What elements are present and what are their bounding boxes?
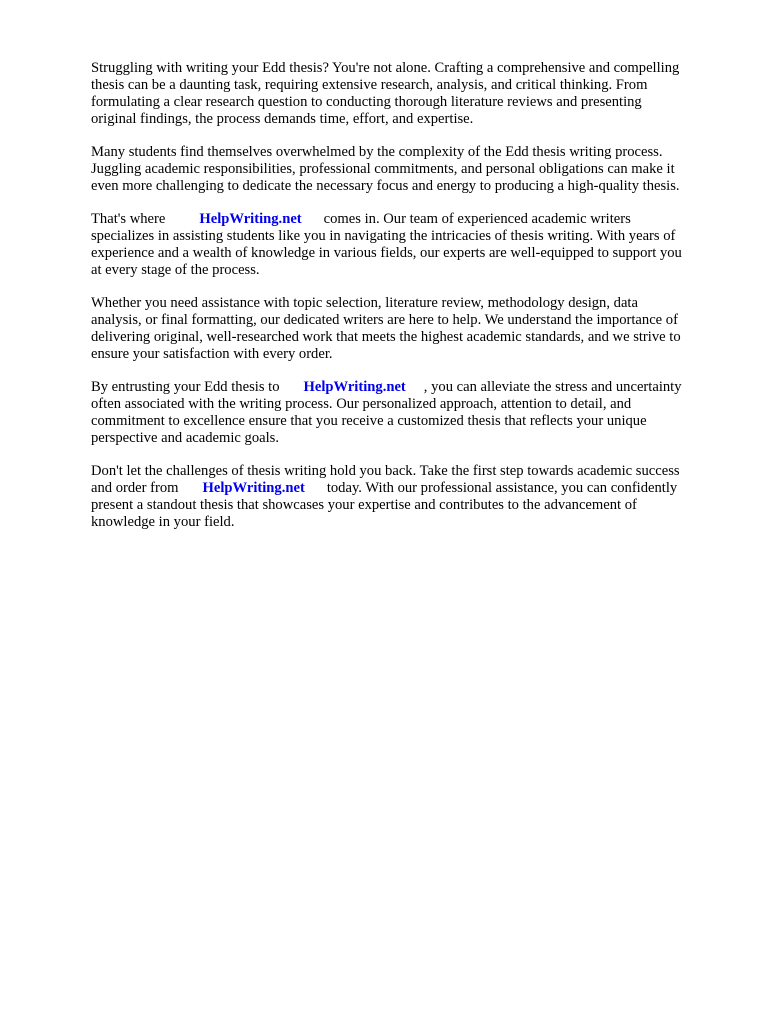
document-body xyxy=(91,60,723,547)
text-line: delivering original, well-researched work that meets the highest academic standards, and we strive to xyxy=(91,329,681,345)
helpwriting-link[interactable]: HelpWriting.net xyxy=(199,211,302,227)
text-line: often associated with the writing process. Our personalized approach, attention to detail, and xyxy=(91,396,632,412)
text-fragment: That's where xyxy=(91,211,166,227)
paragraph-intro xyxy=(91,60,723,128)
text-line: Juggling academic responsibilities, professional commitments, and personal obligations can make it xyxy=(91,161,675,177)
text-fragment: By entrusting your Edd thesis to xyxy=(91,379,280,395)
paragraph-overwhelmed xyxy=(91,144,723,195)
text-line: original findings, the process demands time, effort, and expertise. xyxy=(91,111,474,127)
paragraph-assistance xyxy=(91,295,723,363)
text-line: formulating a clear research question to conducting thorough literature reviews and presenting xyxy=(91,94,642,110)
text-line xyxy=(91,379,723,396)
text-line: even more challenging to dedicate the necessary focus and energy to producing a high-quality thesis. xyxy=(91,178,680,194)
text-fragment: and order from xyxy=(91,480,179,496)
text-line xyxy=(91,211,723,228)
text-fragment: comes in. Our team of experienced academic writers xyxy=(323,211,631,227)
text-line: specializes in assisting students like you in navigating the intricacies of thesis writing. With years of xyxy=(91,228,676,244)
text-line: perspective and academic goals. xyxy=(91,430,280,446)
paragraph-thats-where xyxy=(91,211,723,279)
text-line: Don't let the challenges of thesis writing hold you back. Take the first step towards academic success xyxy=(91,463,680,479)
text-line: commitment to excellence ensure that you receive a customized thesis that reflects your unique xyxy=(91,413,647,429)
text-line: Whether you need assistance with topic selection, literature review, methodology design, data xyxy=(91,295,638,311)
text-line: experience and a wealth of knowledge in various fields, our experts are well-equipped to support you xyxy=(91,245,682,261)
text-line: Many students find themselves overwhelmed by the complexity of the Edd thesis writing process. xyxy=(91,144,663,160)
helpwriting-link[interactable]: HelpWriting.net xyxy=(303,379,406,395)
text-line: present a standout thesis that showcases your expertise and contributes to the advancement of xyxy=(91,497,637,513)
paragraph-closing xyxy=(91,463,723,531)
helpwriting-link[interactable]: HelpWriting.net xyxy=(202,480,305,496)
text-fragment: today. With our professional assistance, you can confidently xyxy=(326,480,678,496)
text-line: Struggling with writing your Edd thesis? You're not alone. Crafting a comprehensive and compelling xyxy=(91,60,680,76)
text-line: ensure your satisfaction with every order. xyxy=(91,346,333,362)
text-fragment: , you can alleviate the stress and uncertainty xyxy=(423,379,682,395)
text-line: at every stage of the process. xyxy=(91,262,260,278)
text-line xyxy=(91,480,723,497)
text-line: analysis, or final formatting, our dedicated writers are here to help. We understand the importance of xyxy=(91,312,678,328)
paragraph-entrusting xyxy=(91,379,723,447)
text-line: thesis can be a daunting task, requiring extensive research, analysis, and critical thinking. From xyxy=(91,77,648,93)
text-line: knowledge in your field. xyxy=(91,514,235,530)
